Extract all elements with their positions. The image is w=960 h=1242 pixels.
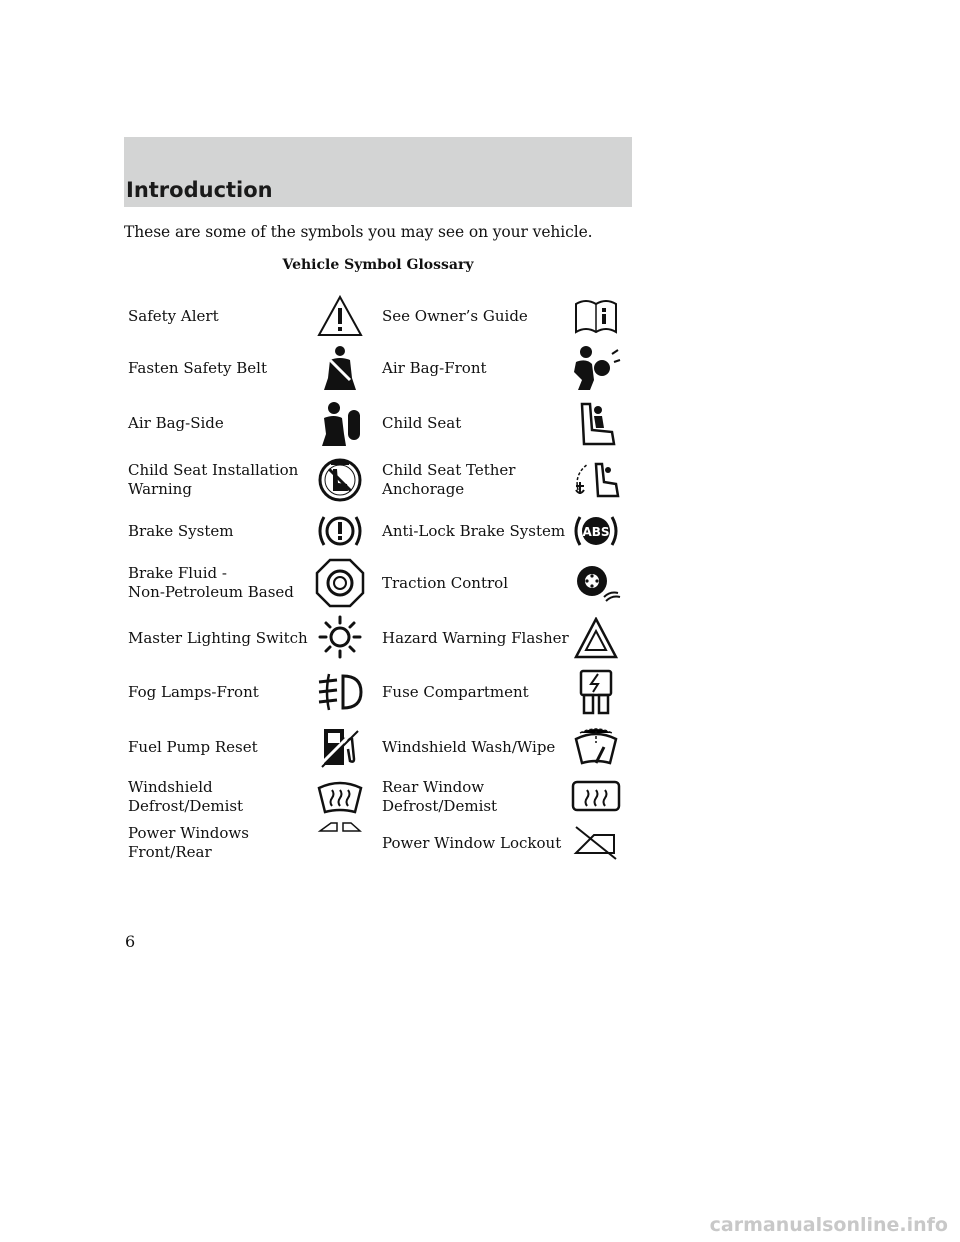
traction-control-icon: [554, 553, 638, 613]
watermark: carmanualsonline.info: [709, 1214, 948, 1236]
fog-lamps-icon: [298, 663, 382, 721]
symbol-label-power-windows: Power Windows Front/Rear: [128, 824, 249, 861]
lighting-switch-icon: [298, 613, 382, 663]
tether-anchorage-icon: [554, 451, 638, 509]
symbol-label-fuse: Fuse Compartment: [382, 682, 529, 701]
symbol-glossary-table: [128, 292, 638, 865]
window-lockout-icon: [554, 821, 638, 865]
airbag-side-icon: [298, 396, 382, 451]
abs-icon: [554, 509, 638, 553]
symbol-label-windshield-defrost: Windshield Defrost/Demist: [128, 778, 244, 815]
safety-belt-icon: [298, 340, 382, 396]
symbol-label-traction-control: Traction Control: [382, 573, 508, 592]
fuel-pump-reset-icon: [298, 721, 382, 773]
symbol-label-lighting-switch: Master Lighting Switch: [128, 628, 308, 647]
symbol-label-safety-belt: Fasten Safety Belt: [128, 358, 268, 377]
symbol-label-window-lockout: Power Window Lockout: [382, 833, 562, 852]
symbol-label-child-seat: Child Seat: [382, 414, 462, 432]
intro-text: These are some of the symbols you may see on your vehicle.: [124, 223, 593, 241]
fuse-icon: [554, 663, 638, 721]
symbol-label-owners-guide: See Owner’s Guide: [382, 306, 528, 325]
symbol-label-airbag-side: Air Bag-Side: [128, 414, 224, 432]
symbol-label-fuel-pump-reset: Fuel Pump Reset: [128, 737, 258, 756]
child-seat-warning-icon: [298, 451, 382, 509]
symbol-label-brake-system: Brake System: [128, 521, 234, 540]
symbol-label-brake-fluid: Brake Fluid - Non-Petroleum Based: [128, 564, 294, 601]
symbol-label-hazard-flasher: Hazard Warning Flasher: [382, 628, 569, 647]
rear-defrost-icon: [554, 773, 638, 821]
symbol-label-washer-wiper: Windshield Wash/Wipe: [382, 737, 556, 756]
symbol-label-airbag-front: Air Bag-Front: [382, 358, 487, 377]
child-seat-icon: [554, 396, 638, 451]
power-windows-icon: [298, 821, 382, 865]
svg-text:ABS: ABS: [582, 525, 610, 539]
airbag-front-icon: [554, 340, 638, 396]
hazard-flasher-icon: [554, 613, 638, 663]
symbol-label-child-seat-warning: Child Seat Installation Warning: [128, 461, 299, 498]
washer-wiper-icon: [554, 721, 638, 773]
brake-system-icon: [298, 509, 382, 553]
symbol-label-fog-lamps: Fog Lamps-Front: [128, 682, 259, 701]
symbol-label-safety-alert: Safety Alert: [128, 306, 219, 325]
symbol-label-rear-defrost: Rear Window Defrost/Demist: [382, 778, 498, 815]
section-title: Introduction: [126, 178, 273, 202]
windshield-defrost-icon: [298, 773, 382, 821]
symbol-label-abs: Anti-Lock Brake System: [382, 521, 566, 540]
glossary-title: Vehicle Symbol Glossary: [282, 257, 474, 273]
brake-fluid-icon: [298, 553, 382, 613]
owners-guide-icon: [554, 292, 638, 340]
page-number: 6: [125, 932, 136, 951]
symbol-label-tether-anchorage: Child Seat Tether Anchorage: [382, 461, 516, 498]
safety-alert-icon: [298, 292, 382, 340]
